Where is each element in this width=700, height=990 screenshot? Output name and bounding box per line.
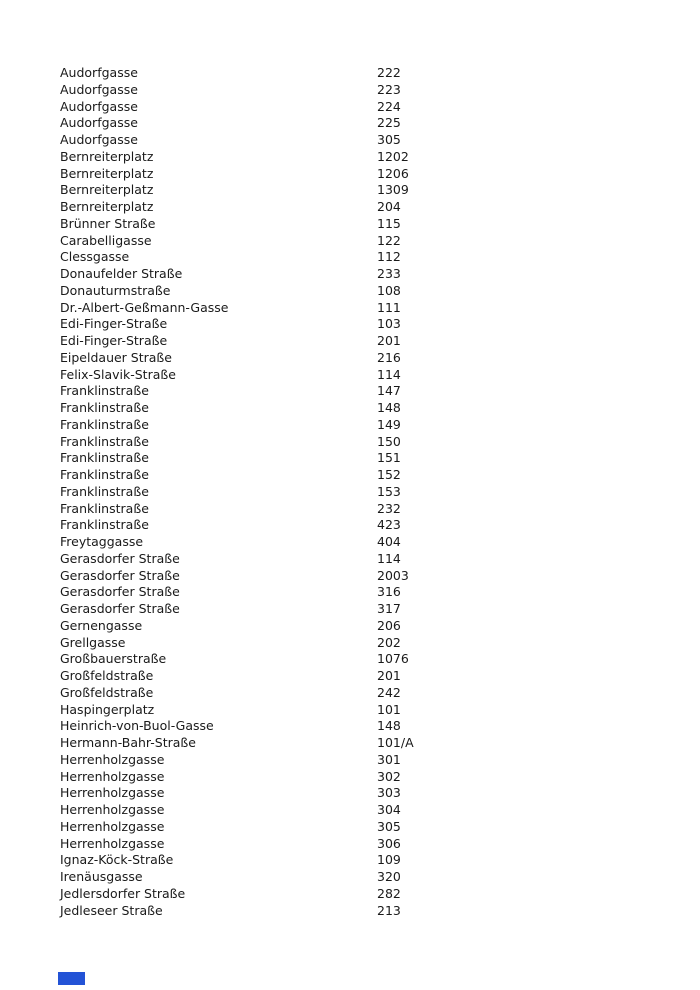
house-number: 301 [377, 751, 401, 767]
list-row [60, 383, 660, 400]
house-number: 316 [377, 584, 401, 600]
list-row [60, 132, 660, 149]
street-name: Großbauerstraße [60, 651, 167, 667]
list-row [60, 534, 660, 551]
list-row [60, 300, 660, 317]
house-number: 304 [377, 802, 401, 817]
street-name: Edi-Finger-Straße [60, 316, 168, 332]
house-number: 112 [377, 249, 401, 265]
list-row [60, 903, 660, 920]
list-row [60, 635, 660, 652]
house-number: 404 [377, 534, 401, 549]
house-number: 204 [377, 199, 401, 214]
list-row [60, 836, 660, 853]
list-row [60, 266, 660, 283]
street-name: Audorfgasse [60, 98, 138, 114]
list-row [60, 735, 660, 752]
house-number: 317 [377, 601, 401, 616]
house-number: 103 [377, 316, 401, 332]
house-number: 1309 [377, 182, 409, 198]
house-number: 213 [377, 902, 401, 918]
list-row [60, 668, 660, 685]
list-row [60, 249, 660, 266]
list-row [60, 434, 660, 451]
street-name: Herrenholzgasse [60, 818, 165, 834]
street-name: Clessgasse [60, 249, 130, 265]
street-name: Großfeldstraße [60, 668, 154, 683]
house-number: 233 [377, 266, 401, 281]
list-row [60, 182, 660, 199]
street-name: Heinrich-von-Buol-Gasse [60, 718, 214, 734]
street-name: Franklinstraße [60, 416, 149, 432]
house-number: 148 [377, 718, 401, 734]
house-number: 320 [377, 869, 401, 884]
house-number: 115 [377, 215, 401, 231]
list-row [60, 501, 660, 518]
house-number: 423 [377, 517, 401, 533]
house-number: 111 [377, 299, 401, 315]
list-row [60, 367, 660, 384]
house-number: 152 [377, 467, 401, 482]
street-name: Herrenholzgasse [60, 751, 165, 767]
street-name: Gerasdorfer Straße [60, 567, 180, 583]
street-name: Franklinstraße [60, 450, 149, 466]
house-number: 101 [377, 701, 401, 717]
house-number: 282 [377, 885, 401, 901]
list-row [60, 802, 660, 819]
list-row [60, 584, 660, 601]
house-number: 222 [377, 65, 401, 80]
house-number: 153 [377, 483, 401, 499]
list-row [60, 601, 660, 618]
list-row [60, 869, 660, 886]
house-number: 202 [377, 634, 401, 650]
street-name: Donaufelder Straße [60, 266, 183, 281]
street-name: Franklinstraße [60, 500, 149, 516]
house-number: 216 [377, 349, 401, 365]
street-name: Audorfgasse [60, 132, 138, 147]
list-row [60, 216, 660, 233]
street-name: Gerasdorfer Straße [60, 550, 180, 566]
list-row [60, 350, 660, 367]
house-number: 114 [377, 550, 401, 566]
street-name: Bernreiterplatz [60, 199, 154, 214]
street-name: Eipeldauer Straße [60, 349, 172, 365]
street-name: Audorfgasse [60, 65, 138, 80]
list-row [60, 450, 660, 467]
street-name: Gerasdorfer Straße [60, 584, 180, 600]
house-number: 101/A [377, 735, 414, 750]
list-row [60, 618, 660, 635]
house-number: 150 [377, 433, 401, 449]
list-row [60, 82, 660, 99]
street-name: Donauturmstraße [60, 282, 171, 298]
list-row [60, 785, 660, 802]
street-name: Jedlersdorfer Straße [60, 885, 186, 901]
house-number: 1076 [377, 651, 409, 667]
list-row [60, 233, 660, 250]
street-name: Ignaz-Köck-Straße [60, 852, 174, 868]
list-row [60, 199, 660, 216]
street-name: Audorfgasse [60, 81, 138, 97]
list-row [60, 886, 660, 903]
house-number: 114 [377, 366, 401, 382]
street-name: Carabelligasse [60, 232, 152, 248]
house-number: 223 [377, 81, 401, 97]
house-number: 305 [377, 132, 401, 147]
street-name: Edi-Finger-Straße [60, 333, 168, 348]
house-number: 302 [377, 768, 401, 784]
street-name: Hermann-Bahr-Straße [60, 735, 196, 750]
list-row [60, 752, 660, 769]
page-indicator [58, 972, 85, 985]
house-number: 151 [377, 450, 401, 466]
house-number: 206 [377, 617, 401, 633]
street-name: Franklinstraße [60, 433, 149, 449]
street-name: Dr.-Albert-Geßmann-Gasse [60, 299, 229, 315]
house-number: 148 [377, 400, 401, 415]
list-row [60, 685, 660, 702]
street-name: Jedleseer Straße [60, 902, 163, 918]
list-row [60, 568, 660, 585]
house-number: 147 [377, 383, 401, 399]
street-name: Bernreiterplatz [60, 165, 154, 181]
list-row [60, 551, 660, 568]
street-name: Haspingerplatz [60, 701, 155, 717]
list-row [60, 484, 660, 501]
list-row [60, 283, 660, 300]
street-name: Gerasdorfer Straße [60, 601, 180, 616]
house-number: 242 [377, 684, 401, 700]
street-name: Franklinstraße [60, 483, 149, 499]
house-number: 306 [377, 835, 401, 851]
list-row [60, 819, 660, 836]
list-row [60, 467, 660, 484]
street-name: Großfeldstraße [60, 684, 154, 700]
street-name: Bernreiterplatz [60, 148, 154, 164]
house-number: 149 [377, 416, 401, 432]
list-row [60, 115, 660, 132]
house-number: 1202 [377, 148, 409, 164]
street-name: Herrenholzgasse [60, 768, 165, 784]
street-name: Brünner Straße [60, 215, 156, 231]
house-number: 108 [377, 282, 401, 298]
street-name: Felix-Slavik-Straße [60, 366, 176, 382]
street-name: Franklinstraße [60, 467, 149, 482]
street-name: Herrenholzgasse [60, 835, 165, 851]
street-name: Gernengasse [60, 617, 143, 633]
list-row [60, 400, 660, 417]
street-name: Franklinstraße [60, 400, 149, 415]
house-number: 224 [377, 98, 401, 114]
house-number: 2003 [377, 567, 409, 583]
street-name: Herrenholzgasse [60, 802, 165, 817]
list-row [60, 316, 660, 333]
street-name: Grellgasse [60, 634, 126, 650]
list-row [60, 333, 660, 350]
list-row [60, 166, 660, 183]
street-name: Irenäusgasse [60, 869, 143, 884]
house-number: 225 [377, 115, 401, 131]
list-row [60, 65, 660, 82]
house-number: 201 [377, 668, 401, 683]
street-name: Franklinstraße [60, 383, 149, 399]
house-number: 303 [377, 785, 401, 801]
list-row [60, 718, 660, 735]
house-number: 1206 [377, 165, 409, 181]
list-row [60, 517, 660, 534]
street-name: Freytaggasse [60, 534, 144, 549]
house-number: 232 [377, 500, 401, 516]
street-name: Herrenholzgasse [60, 785, 165, 801]
list-row [60, 417, 660, 434]
list-row [60, 852, 660, 869]
house-number: 122 [377, 232, 401, 248]
house-number: 305 [377, 818, 401, 834]
street-name: Audorfgasse [60, 115, 138, 131]
list-row [60, 651, 660, 668]
list-row [60, 702, 660, 719]
house-number: 201 [377, 333, 401, 348]
street-name: Bernreiterplatz [60, 182, 154, 198]
list-row [60, 149, 660, 166]
street-name: Franklinstraße [60, 517, 149, 533]
list-row [60, 769, 660, 786]
house-number: 109 [377, 852, 401, 868]
list-row [60, 99, 660, 116]
street-number-list [60, 65, 660, 919]
